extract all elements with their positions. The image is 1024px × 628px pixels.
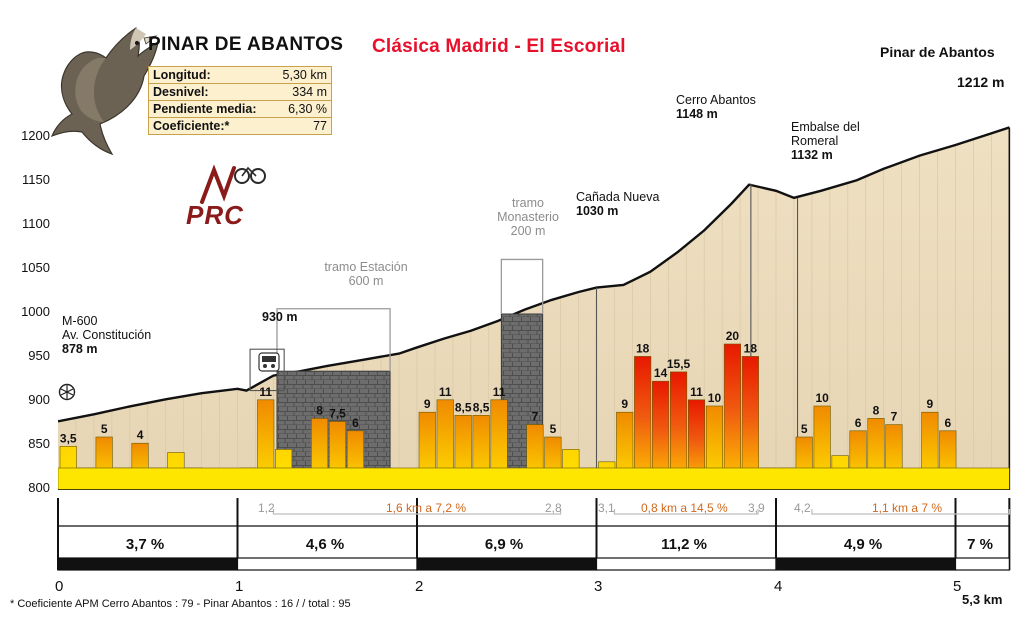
segment-pct-1: 4,6 % bbox=[305, 536, 345, 553]
svg-text:5: 5 bbox=[549, 422, 557, 436]
annotation-altitude: 1132 m bbox=[791, 148, 833, 162]
annotation-start bbox=[62, 314, 151, 356]
svg-text:9: 9 bbox=[926, 397, 934, 412]
svg-text:6: 6 bbox=[352, 415, 359, 430]
svg-text:11: 11 bbox=[259, 384, 273, 399]
elevation-plot bbox=[58, 20, 1020, 490]
svg-text:11: 11 bbox=[438, 384, 452, 399]
range-left-2: 3,1 bbox=[598, 501, 615, 515]
tramo-name: tramo Estación bbox=[324, 260, 408, 274]
y-tick-800: 800 bbox=[28, 480, 50, 495]
svg-text:6: 6 bbox=[944, 415, 952, 430]
range-left-1: 1,2 bbox=[258, 501, 275, 515]
range-right-1: 2,8 bbox=[545, 501, 562, 515]
annotation-line: Cañada Nueva bbox=[576, 190, 660, 204]
x-axis-unit: 5,3 km bbox=[962, 592, 1003, 607]
info-value: 6,30 % bbox=[288, 102, 327, 116]
svg-text:15,5: 15,5 bbox=[666, 356, 691, 371]
svg-text:10: 10 bbox=[707, 391, 722, 405]
info-key: Desnivel: bbox=[153, 85, 209, 99]
annotation-line: M-600 bbox=[62, 314, 98, 328]
x-tick-1: 1 bbox=[235, 578, 244, 595]
svg-text:18: 18 bbox=[743, 341, 758, 356]
annotation-altitude: 1030 m bbox=[576, 204, 619, 218]
tramo-name: tramo Monasterio bbox=[497, 196, 559, 224]
info-value: 77 bbox=[313, 119, 327, 133]
range-text-3: 1,1 km a 7 % bbox=[872, 501, 943, 515]
race-title: Clásica Madrid - El Escorial bbox=[372, 36, 626, 57]
climb-title: PINAR DE ABANTOS bbox=[148, 34, 344, 55]
info-value: 5,30 km bbox=[282, 68, 327, 82]
x-tick-3: 3 bbox=[594, 578, 603, 595]
x-tick-0: 0 bbox=[55, 578, 64, 595]
annotation-line: Embalse del bbox=[791, 120, 860, 134]
annotation-altitude: 878 m bbox=[62, 342, 98, 356]
y-tick-1200: 1200 bbox=[21, 128, 50, 143]
tramo-length: 600 m bbox=[348, 274, 384, 288]
annotation-embalse-romeral bbox=[791, 120, 860, 162]
svg-text:11: 11 bbox=[690, 384, 703, 399]
svg-text:7: 7 bbox=[890, 409, 898, 424]
y-tick-950: 950 bbox=[28, 348, 50, 363]
svg-text:9: 9 bbox=[423, 397, 431, 412]
x-tick-4: 4 bbox=[774, 578, 783, 595]
y-tick-1150: 1150 bbox=[22, 172, 50, 187]
summit-label: Pinar de Abantos bbox=[880, 44, 995, 60]
info-key: Coeficiente:* bbox=[153, 119, 230, 133]
y-tick-900: 900 bbox=[28, 392, 50, 407]
svg-text:11: 11 bbox=[492, 384, 506, 399]
train-icon bbox=[258, 352, 280, 372]
svg-text:10: 10 bbox=[815, 391, 829, 405]
x-tick-5: 5 bbox=[953, 578, 962, 595]
range-left-3: 4,2 bbox=[794, 501, 811, 515]
y-tick-1100: 1100 bbox=[22, 216, 50, 231]
svg-text:8: 8 bbox=[316, 403, 323, 418]
svg-text:6: 6 bbox=[854, 415, 862, 430]
x-tick-2: 2 bbox=[415, 578, 424, 595]
annotation-altitude: 1148 m bbox=[676, 107, 718, 121]
annotation-line: Av. Constitución bbox=[62, 328, 152, 342]
tramo-length: 200 m bbox=[510, 224, 546, 238]
info-value: 334 m bbox=[292, 85, 327, 99]
svg-text:3,5: 3,5 bbox=[59, 431, 77, 446]
annotation-canada-nueva bbox=[576, 190, 659, 218]
annotation-930 bbox=[262, 310, 297, 324]
segment-pct-2: 6,9 % bbox=[484, 536, 524, 553]
y-tick-1000: 1000 bbox=[21, 304, 50, 319]
annotation-line: Cerro Abantos bbox=[676, 93, 756, 107]
info-key: Longitud: bbox=[153, 68, 211, 82]
svg-text:8,5: 8,5 bbox=[454, 400, 472, 415]
svg-text:7: 7 bbox=[531, 409, 539, 424]
svg-text:4: 4 bbox=[136, 428, 144, 443]
y-tick-1050: 1050 bbox=[21, 260, 50, 275]
gradient-bar bbox=[724, 329, 741, 490]
y-tick-850: 850 bbox=[28, 436, 50, 451]
summit-altitude: 1212 m bbox=[957, 74, 1005, 90]
tramo-monasterio-label bbox=[496, 196, 560, 238]
svg-text:9: 9 bbox=[621, 397, 629, 412]
segment-pct-0: 3,7 % bbox=[125, 536, 165, 553]
segment-pct-5: 7 % bbox=[967, 536, 993, 553]
range-text-2: 0,8 km a 14,5 % bbox=[641, 501, 728, 515]
svg-text:20: 20 bbox=[725, 329, 740, 343]
svg-text:8: 8 bbox=[872, 403, 880, 418]
svg-text:8,5: 8,5 bbox=[472, 400, 490, 415]
svg-text:14: 14 bbox=[653, 366, 668, 381]
annotation-cerro-abantos bbox=[676, 93, 756, 121]
range-right-2: 3,9 bbox=[748, 501, 765, 515]
annotation-line: Romeral bbox=[791, 134, 839, 148]
range-text-1: 1,6 km a 7,2 % bbox=[386, 501, 467, 515]
info-key: Pendiente media: bbox=[153, 102, 257, 116]
svg-text:18: 18 bbox=[635, 341, 650, 356]
segment-pct-4: 4,9 % bbox=[843, 536, 883, 553]
tramo-estacion-label bbox=[310, 260, 422, 288]
annotation-altitude: 930 m bbox=[262, 310, 298, 324]
svg-text:5: 5 bbox=[100, 422, 108, 436]
segment-pct-3: 11,2 % bbox=[661, 536, 707, 553]
marker-icon bbox=[58, 383, 76, 401]
prc-logo-text: PRC bbox=[186, 200, 244, 230]
footnote: * Coeficiente APM Cerro Abantos : 79 - Pinar Abantos : 16 / / total : 95 bbox=[10, 598, 351, 610]
svg-text:7,5: 7,5 bbox=[329, 406, 346, 421]
svg-text:5: 5 bbox=[800, 422, 808, 436]
